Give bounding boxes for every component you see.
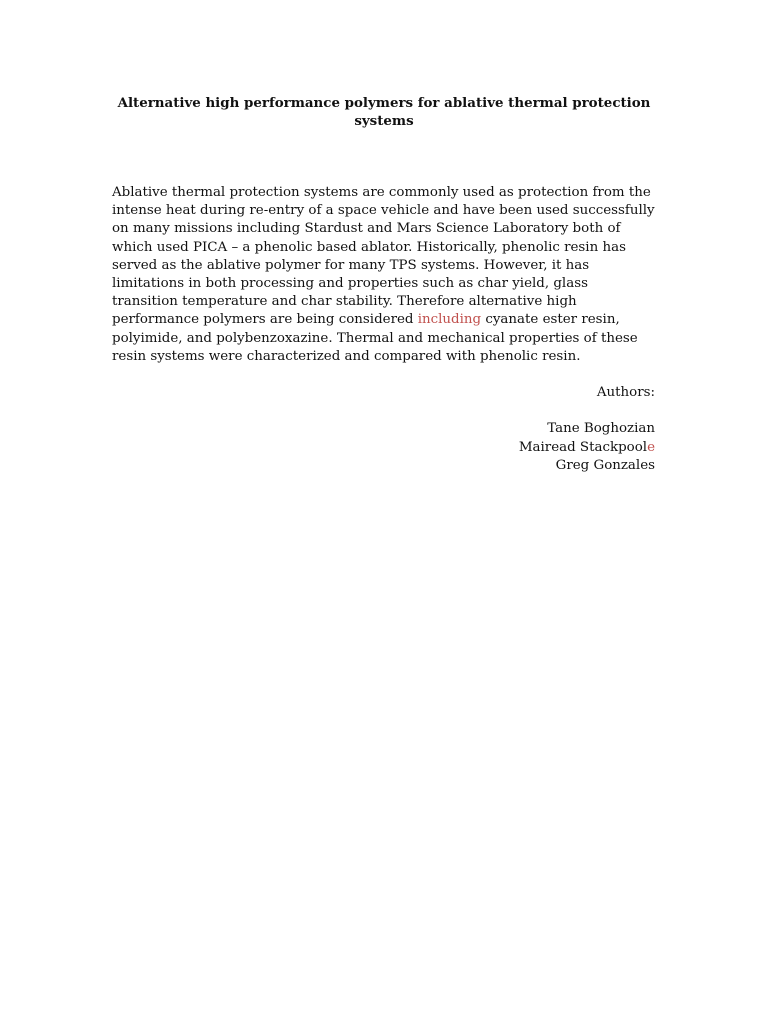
author-name: Greg Gonzales (555, 457, 655, 473)
document-title: Alternative high performance polymers for ablative thermal protection systems (117, 95, 651, 129)
author-name: Mairead Stackpool (518, 439, 648, 455)
abstract-text-end: cyanate ester resin, polyimide, and polybenzoxazine. Thermal and mechanical properties of these resin systems were characterized and compared with phenolic resin. (112, 312, 638, 364)
author-list (400, 420, 655, 475)
abstract-highlighted-word: including (417, 312, 482, 328)
authors-heading: Authors: (596, 385, 655, 400)
author-item (400, 457, 655, 475)
abstract-paragraph (112, 184, 658, 366)
author-item (400, 439, 655, 457)
abstract-text-start: Ablative thermal protection systems are commonly used as protection from the intense heat during re-entry of a space vehicle and have been used successfully on many missions including Stardust and Mars Science Laboratory both of which used PICA – a phenolic based ablator. Historically, phenolic resin has served as the ablative polymer for many TPS systems. However, it has limitations in both processing and properties such as char yield, glass transition temperature and char stability. Therefore alternative high performance polymers are being considered (112, 185, 655, 328)
author-name-marked-letter: e (647, 439, 655, 455)
authors-block (400, 384, 655, 475)
author-name: Tane Boghozian (547, 421, 655, 437)
author-item (400, 420, 655, 438)
